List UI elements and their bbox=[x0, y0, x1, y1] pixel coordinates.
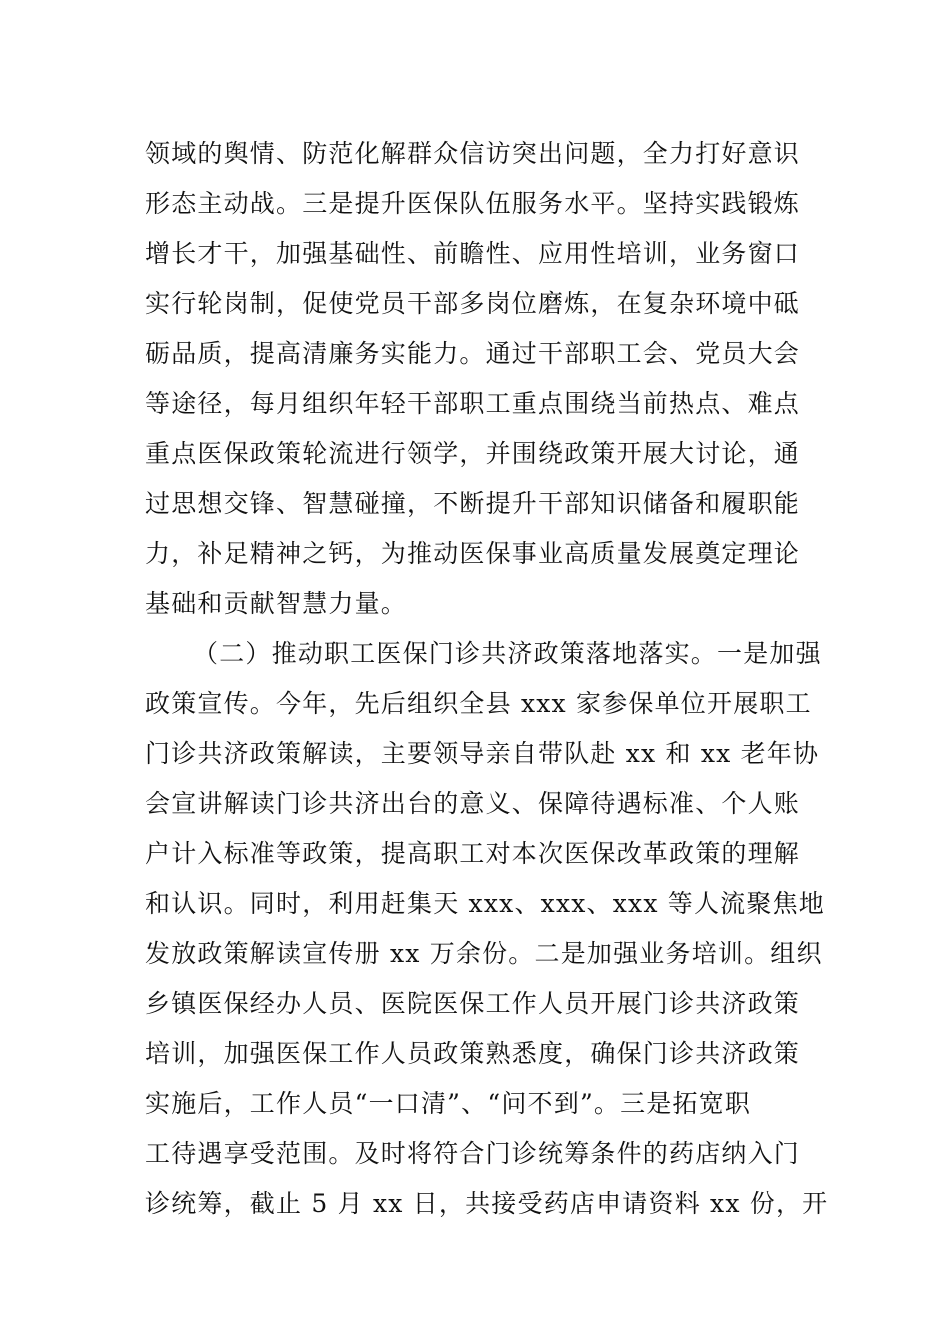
text-line: 重点医保政策轮流进行领学，并围绕政策开展大讨论，通 bbox=[145, 439, 801, 468]
text-line: 实施后，工作人员“一口清”、“问不到”。三是拓宽职 bbox=[145, 1089, 752, 1118]
text-line: 门诊共济政策解读，主要领导亲自带队赴 xx 和 xx 老年协 bbox=[145, 739, 820, 768]
text-line: 基础和贡献智慧力量。 bbox=[145, 589, 408, 618]
section-heading-line: （二）推动职工医保门诊共济政策落地落实。一是加强 bbox=[193, 639, 822, 668]
text-line: 乡镇医保经办人员、医院医保工作人员开展门诊共济政策 bbox=[145, 989, 801, 1018]
text-line: 户计入标准等政策，提高职工对本次医保改革政策的理解 bbox=[145, 839, 801, 868]
text-line: 增长才干，加强基础性、前瞻性、应用性培训，业务窗口 bbox=[145, 239, 801, 268]
text-line: 和认识。同时，利用赶集天 xxx、xxx、xxx 等人流聚焦地 bbox=[145, 889, 825, 918]
text-line: 发放政策解读宣传册 xx 万余份。二是加强业务培训。组织 bbox=[145, 939, 823, 968]
text-line: 诊统筹，截止 5 月 xx 日，共接受药店申请资料 xx 份，开 bbox=[145, 1189, 829, 1218]
text-line: 实行轮岗制，促使党员干部多岗位磨炼，在复杂环境中砥 bbox=[145, 289, 801, 318]
text-line: 政策宣传。今年，先后组织全县 xxx 家参保单位开展职工 bbox=[145, 689, 812, 718]
text-line: 培训，加强医保工作人员政策熟悉度，确保门诊共济政策 bbox=[145, 1039, 801, 1068]
text-line: 工待遇享受范围。及时将符合门诊统筹条件的药店纳入门 bbox=[145, 1139, 801, 1168]
text-line: 会宣讲解读门诊共济出台的意义、保障待遇标准、个人账 bbox=[145, 789, 801, 818]
text-line: 形态主动战。三是提升医保队伍服务水平。坚持实践锻炼 bbox=[145, 189, 801, 218]
text-line: 等途径，每月组织年轻干部职工重点围绕当前热点、难点 bbox=[145, 389, 801, 418]
text-line: 砺品质，提高清廉务实能力。通过干部职工会、党员大会 bbox=[145, 339, 801, 368]
text-line: 过思想交锋、智慧碰撞，不断提升干部知识储备和履职能 bbox=[145, 489, 801, 518]
text-line: 领域的舆情、防范化解群众信访突出问题，全力打好意识 bbox=[145, 139, 801, 168]
text-line: 力，补足精神之钙，为推动医保事业高质量发展奠定理论 bbox=[145, 539, 801, 568]
